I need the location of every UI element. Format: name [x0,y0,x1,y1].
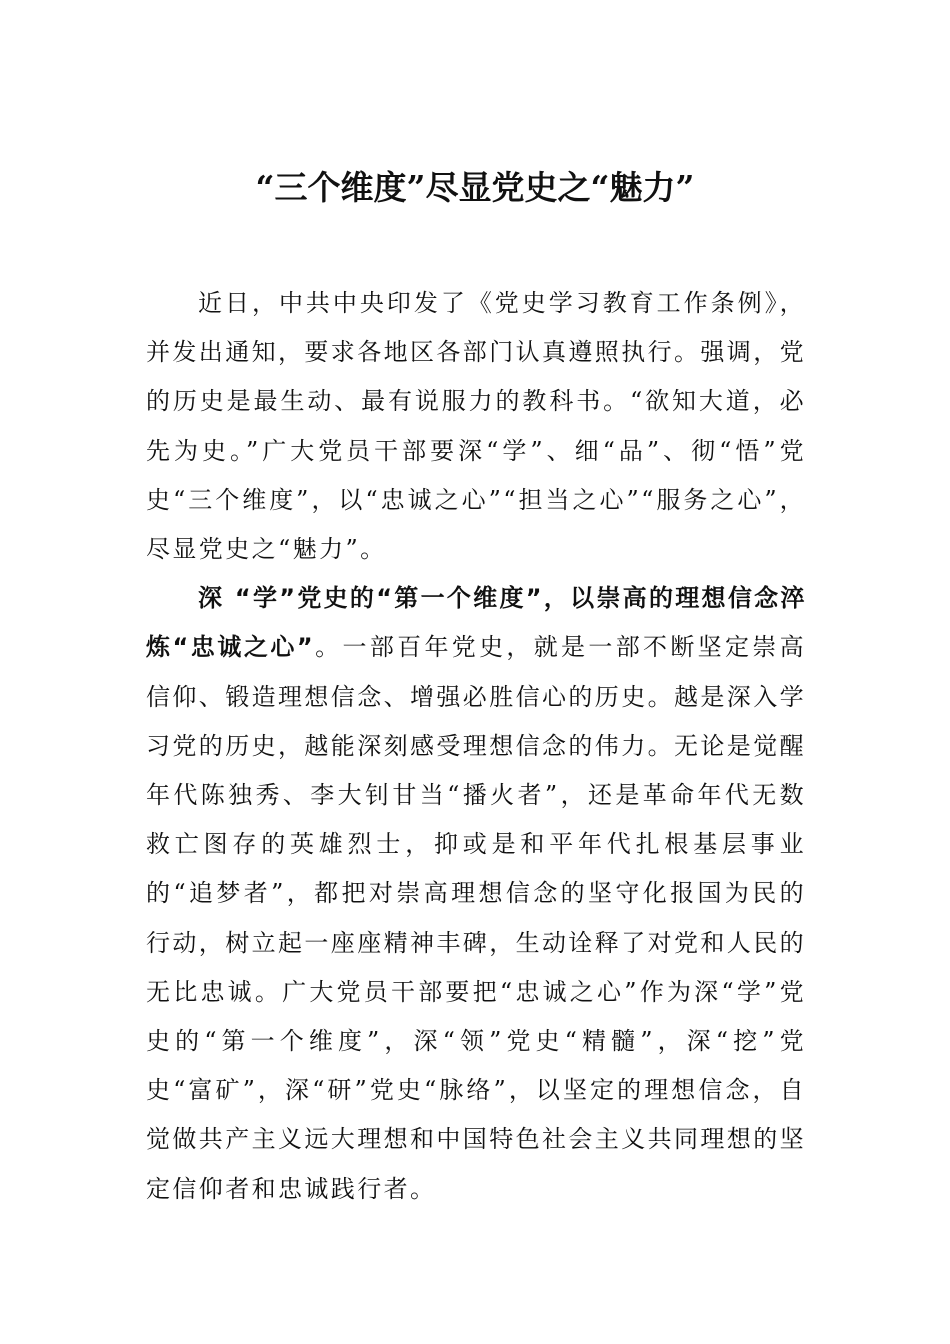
document-title: “三个维度”尽显党史之“魅力” [255,168,695,207]
document-body [146,279,806,1214]
paragraph-text: 。一部百年党史，就是一部不断坚定崇高信仰、锻造理想信念、增强必胜信心的历史。越是深入学习党的历史，越能深刻感受理想信念的伟力。无论是觉醒年代陈独秀、李大钊甘当“播火者”，还是革命年代无数救亡图存的英雄烈士，抑或是和平年代扎根基层事业的“追梦者”，都把对崇高理想信念的坚守化报国为民的行动，树立起一座座精神丰碑，生动诠释了对党和人民的无比忠诚。广大党员干部要把“忠诚之心”作为深“学”党史的“第一个维度”，深“领”党史“精髓”，深“挖”党史“富矿”，深“研”党史“脉络”，以坚定的理想信念，自觉做共产主义远大理想和中国特色社会主义共同理想的坚定信仰者和忠诚践行者。 [146,633,806,1203]
paragraph-lead: 深 “学”党史的“第一个维度”，以崇高的理想信念淬炼“忠诚之心” [146,584,806,662]
paragraph-intro [146,279,806,574]
paragraph-text: 近日，中共中央印发了《党史学习教育工作条例》，并发出通知，要求各地区各部门认真遵照执行。强调，党的历史是最生动、最有说服力的教科书。“欲知大道，必先为史。”广大党员干部要深“学”、细“品”、彻“悟”党史“三个维度”，以“忠诚之心”“担当之心”“服务之心”，尽显党史之“魅力”。 [146,289,806,564]
paragraph-first-dimension [146,574,806,1214]
